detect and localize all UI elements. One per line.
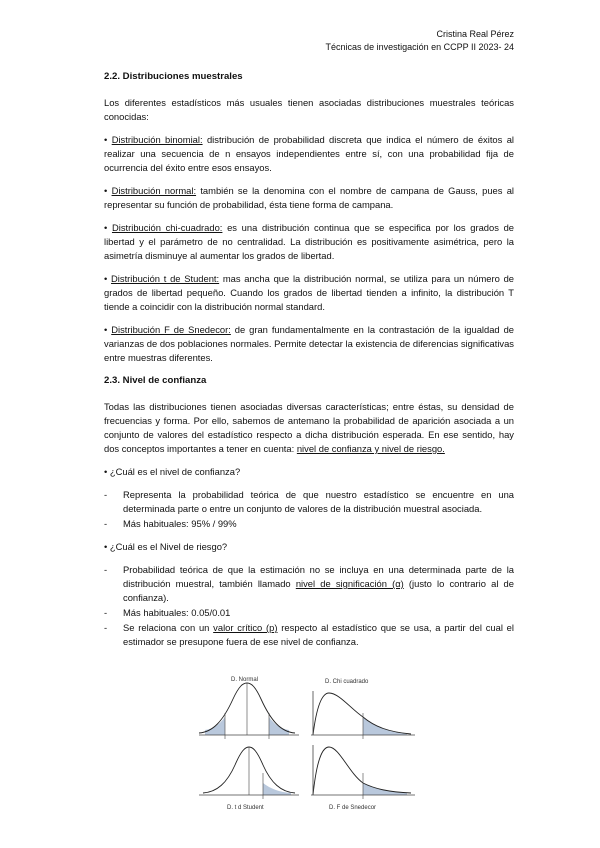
distributions-illustration [199, 673, 417, 813]
document-body [104, 70, 514, 658]
section-title-confianza: 2.3. Nivel de confianza [104, 375, 207, 386]
text: Probabilidad teórica de que la estimación no se incluya en una determinada parte de la distribución muestral, también llamado [123, 564, 514, 589]
text: Se relaciona con un [123, 622, 214, 633]
bullet: • [104, 185, 108, 196]
list-item-chi [104, 221, 514, 263]
chi-curve [313, 693, 411, 735]
term-chi: Distribución chi-cuadrado: [111, 222, 223, 233]
header-course: Técnicas de investigación en CCPP II 2023- 24 [325, 42, 514, 52]
label-snedecor: D. F de Snedecor [329, 805, 377, 811]
header-author: Cristina Real Pérez [436, 29, 514, 39]
term-snedecor: Distribución F de Snedecor: [111, 324, 231, 335]
question-riesgo: • ¿Cuál es el Nivel de riesgo? [104, 541, 228, 552]
list-item: - Más habituales: 0.05/0.01 [104, 606, 514, 620]
list-item [104, 621, 514, 649]
text: (justo lo contrario al de confianza). [123, 578, 514, 603]
section-title-distribuciones: 2.2. Distribuciones muestrales [104, 71, 243, 82]
term-student: Distribución t de Student: [111, 273, 220, 284]
list-riesgo [104, 563, 514, 649]
intro-text: Todas las distribuciones tienen asociadas diversas características; entre éstas, su densidad de frecuencias y forma. Por ello, sabemos de antemano la probabilidad de aparición asociada a un conjunto de valores del estadístico respecto a dicha distribución esperada. En ese sentido, hay dos conceptos importantes a tener en cuenta: [104, 401, 514, 454]
section-intro-confianza [104, 400, 514, 456]
bullet: • [104, 222, 108, 233]
list-item-normal [104, 184, 514, 212]
bullet: • [104, 324, 108, 335]
bullet: • [104, 134, 108, 145]
snedecor-tail [363, 783, 407, 795]
list-item-binomial [104, 133, 514, 175]
label-normal: D. Normal [231, 677, 259, 683]
question-confianza: • ¿Cuál es el nivel de confianza? [104, 466, 241, 477]
bullet: • [104, 273, 108, 284]
label-chi: D. Chi cuadrado [325, 679, 369, 685]
snedecor-curve [313, 747, 411, 795]
term-binomial: Distribución binomial: [111, 134, 203, 145]
term-significacion: nivel de significación (α) [295, 578, 404, 589]
desc-snedecor: de gran fundamentalmente en la contrastación de la igualdad de varianzas de dos poblaciones normales. Permite detectar la existencia de diferencias significativas entre muestras diferentes. [104, 324, 514, 363]
desc-normal: también se la denomina con el nombre de campana de Gauss, pues al representar su función de probabilidad, ésta tiene forma de campana. [104, 185, 515, 210]
text: respecto al estadístico que se usa, a partir del cual el estimador se presupone fuera de ese nivel de confianza. [123, 622, 514, 647]
student-panel [199, 747, 299, 811]
list-item-student [104, 272, 514, 314]
list-item-snedecor [104, 323, 514, 365]
desc-student: mas ancha que la distribución normal, se utiliza para un número de grados de libertad pequeño. Cuando los grados de libertad tienden a infinito, la distribución T tiende a coincidir con la distribución normal standard. [104, 273, 514, 312]
section-intro-distribuciones: Los diferentes estadísticos más usuales tienen asociadas distribuciones muestrales teóricas conocidas: [104, 97, 514, 122]
list-item [104, 563, 514, 605]
distributions-figure [199, 673, 417, 813]
label-student: D. t d Student [227, 805, 264, 811]
term-valor-critico: valor crítico (p) [213, 622, 278, 633]
page-header [326, 28, 514, 54]
list-confianza [104, 488, 514, 531]
chi-panel [311, 679, 415, 739]
list-item: - Más habituales: 95% / 99% [104, 517, 514, 531]
term-normal: Distribución normal: [111, 185, 197, 196]
intro-link-concepts: nivel de confianza y nivel de riesgo. [296, 443, 445, 454]
snedecor-panel [311, 745, 415, 811]
desc-binomial: distribución de probabilidad discreta que indica el número de éxitos al realizar una secuencia de n ensayos independientes entre sí, con una probabilidad fija de ocurrencia del éxito entre esos ensayos. [104, 134, 515, 173]
desc-chi: es una distribución continua que se especifica por los grados de libertad y el parámetro de no centralidad. La distribución es positivamente asimétrica, pero la asimetría disminuye al aumentar los grados de libertad. [104, 222, 515, 261]
list-item: - Representa la probabilidad teórica de que nuestro estadístico se encuentre en una determinada parte o entre un conjunto de valores de la distribución muestral asociada. [104, 488, 514, 516]
normal-panel [199, 677, 299, 739]
